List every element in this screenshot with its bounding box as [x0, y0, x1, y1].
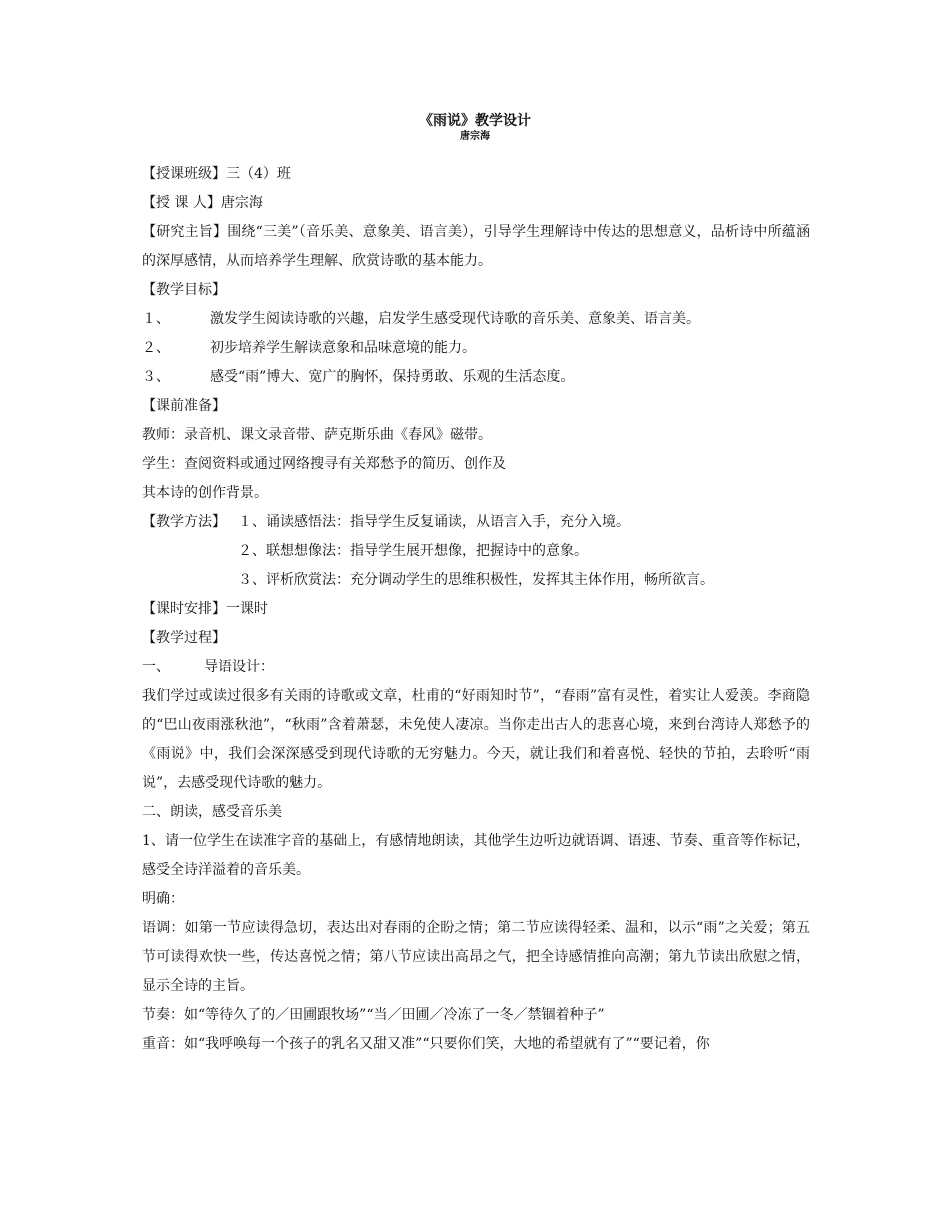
prep-heading: 【课前准备】	[142, 398, 226, 414]
document-body	[142, 160, 810, 1059]
goal-number: １、	[142, 311, 170, 327]
methods-label: 【教学方法】	[142, 514, 226, 530]
reading-paragraph: 1、请一位学生在读准字音的基础上，有感情地朗读，其他学生边听边就语调、语速、节奏、重音等作标记，感受全诗洋溢着的音乐美。	[142, 833, 810, 878]
intro-paragraph: 我们学过或读过很多有关雨的诗歌或文章，杜甫的“好雨知时节”，“春雨”富有灵性，着实让人爱羡。李商隐的“巴山夜雨涨秋池”，“秋雨”含着萧瑟，未免使人凄凉。当你走出古人的悲喜心境，来到台湾诗人郑愁予的《雨说》中，我们会深深感受到现代诗歌的无穷魅力。今天，就让我们和着喜悦、轻快的节拍，去聆听“雨说”，去感受现代诗歌的魅力。	[142, 688, 810, 791]
goals-heading: 【教学目标】	[142, 282, 226, 298]
process-heading: 【教学过程】	[142, 630, 226, 646]
class-label: 【授课班级】	[142, 166, 226, 182]
purpose-label: 【研究主旨】	[142, 224, 228, 240]
prep-student-line-2: 其本诗的创作背景。	[142, 485, 268, 501]
goal-item	[142, 334, 810, 363]
purpose-paragraph	[142, 218, 810, 276]
tone-paragraph: 语调：如第一节应读得急切，表达出对春雨的企盼之情；第二节应读得轻柔、温和，以示“雨”之关爱；第五节可读得欢快一些，传达喜悦之情；第八节应读出高昂之气，把全诗感情推向高潮；第九节读出欣慰之情，显示全诗的主旨。	[142, 920, 810, 994]
schedule-label: 【课时安排】	[142, 601, 226, 617]
goal-item	[142, 363, 810, 392]
section-2-heading: 二、朗读，感受音乐美	[142, 804, 282, 820]
method-item: ２、联想想像法：指导学生展开想像，把握诗中的意象。	[238, 543, 588, 559]
goal-text: 初步培养学生解读意象和品味意境的能力。	[210, 340, 476, 356]
rhythm-line: 节奏：如“等待久了的／田圃跟牧场”“当／田圃／冷冻了一冬／禁锢着种子”	[142, 1007, 605, 1023]
goal-text: 激发学生阅读诗歌的兴趣，启发学生感受现代诗歌的音乐美、意象美、语言美。	[210, 311, 700, 327]
section-1-heading	[142, 653, 810, 682]
goal-number: ３、	[142, 369, 170, 385]
teacher-label: 【授 课 人】	[142, 195, 221, 211]
clarify-label: 明确：	[142, 891, 184, 907]
prep-teacher: 教师：录音机、课文录音带、萨克斯乐曲《春风》磁带。	[142, 427, 492, 443]
method-item	[142, 508, 810, 537]
stress-line: 重音：如“我呼唤每一个孩子的乳名又甜又准”“只要你们笑，大地的希望就有了”“要记着，你	[142, 1036, 710, 1052]
class-line	[142, 160, 810, 189]
goal-number: ２、	[142, 340, 170, 356]
section-1-title: 导语设计：	[204, 659, 274, 675]
teacher-value: 唐宗海	[220, 195, 263, 211]
schedule-value: 一课时	[226, 601, 268, 617]
teacher-line	[142, 189, 810, 218]
prep-student-line-1: 学生：查阅资料或通过网络搜寻有关郑愁予的简历、创作及	[142, 456, 506, 472]
class-value: 三（4）班	[226, 166, 291, 182]
purpose-text: 围绕“三美”（音乐美、意象美、语言美），引导学生理解诗中传达的思想意义，品析诗中所蕴涵的深厚感情，从而培养学生理解、欣赏诗歌的基本能力。	[142, 224, 811, 269]
document-title: 《雨说》教学设计	[419, 113, 531, 129]
method-item: ３、评析欣赏法：充分调动学生的思维积极性，发挥其主体作用，畅所欲言。	[238, 572, 714, 588]
document-author: 唐宗海	[460, 131, 490, 142]
section-1-number: 一、	[142, 659, 170, 675]
method-text: １、诵读感悟法：指导学生反复诵读，从语言入手，充分入境。	[238, 514, 630, 530]
schedule-line	[142, 595, 810, 624]
goal-item	[142, 305, 810, 334]
goal-text: 感受“雨”博大、宽广的胸怀，保持勇敢、乐观的生活态度。	[210, 369, 575, 385]
